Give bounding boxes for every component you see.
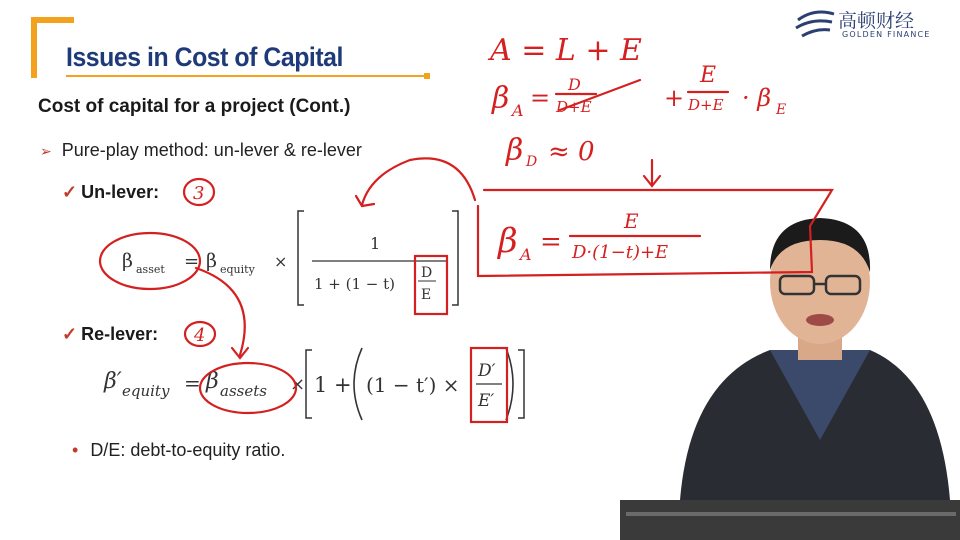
hw-line2-tail-sub: E [776,102,787,118]
hw-boxed-beta: β [498,221,518,261]
check-icon: ✓ [62,182,78,202]
arrow-curve-left [362,158,475,205]
eq1-lhs-sub: asset [136,263,165,276]
hw-line3-rhs: ≈ 0 [548,137,595,167]
note-text: D/E: debt-to-equity ratio. [90,440,286,460]
bullet-pure-play [40,140,362,161]
slide-subtitle: Cost of capital for a project (Cont.) [38,96,351,117]
hw-boxed-sub: A [520,245,532,264]
logo-text-cn: 高顿财经 [838,10,915,32]
hw-boxed-eq: = [540,227,562,257]
hw-line3-sub: D [526,154,538,170]
eq1-rhs-sub: equity [220,263,255,276]
logo-mark-icon [794,8,838,40]
eq1-ratio-den: E [421,287,432,303]
eq2-ratio-den: E′ [478,391,495,411]
unlever-label: Un-lever: [81,182,160,202]
title-underline-dot [424,73,430,79]
relever-label: Re-lever: [81,324,159,344]
presenter-mouth [806,314,834,326]
hw-line2-beta: β [492,81,510,116]
eq2-left-bracket [306,350,312,418]
eq2-right-bracket [518,350,524,418]
podium-edge [626,512,956,516]
eq2-equals: = [184,371,201,395]
eq1-right-bracket [452,211,458,305]
eq1-rhs-beta: β [206,250,217,272]
eq2-lhs-sub: equity [122,382,170,400]
eq2-times: × [290,374,306,395]
eq1-denominator: 1 + (1 − t) [314,275,396,293]
podium [620,500,960,540]
unlever-heading [62,182,159,203]
arrow-bullet-icon: ➢ [40,143,52,159]
hw-eq: = [530,84,551,112]
unlever-equation [108,205,468,315]
eq2-ratio-num: D′ [478,361,496,381]
hw-frac1-den: D+E [556,98,592,116]
eq1-numerator: 1 [370,234,381,253]
eq1-left-bracket [298,211,304,305]
eq2-inner2: (1 − t′) × [366,373,460,397]
hw-line1: A = L + E [490,33,642,68]
hw-boxed-den: D·(1−t)+E [572,242,669,263]
bullet-text: Pure-play method: un-lever & re-lever [61,140,362,160]
eq2-left-paren [354,348,362,420]
presenter-video [620,200,960,540]
title-underline [66,75,428,77]
slide-title: Issues in Cost of Capital [66,42,343,72]
hw-crossout [560,80,640,110]
circle-3 [184,179,214,205]
hw-circle-3-text: 3 [193,183,205,204]
eq2-inner: 1 + [314,373,352,397]
hw-boxed-num: E [624,209,639,233]
eq1-equals: = [184,251,200,272]
eq2-lhs-beta: β′ [104,369,122,394]
eq1-lhs-beta: β [122,250,133,272]
hw-frac2-num: E [700,63,717,88]
note-de-ratio [72,440,285,461]
relever-equation [100,342,530,422]
hw-line3-beta: β [506,133,524,168]
eq1-ratio-num: D [421,265,433,281]
hw-line2-tail: · β [742,84,772,112]
eq2-rhs-sub: assets [220,382,267,400]
hw-frac2-den: D+E [688,96,724,114]
hw-line2-sub: A [512,101,524,120]
dot-bullet-icon: • [72,440,79,460]
arrow-head-3 [644,176,660,186]
check-icon: ✓ [62,324,78,344]
hw-plus: + [664,84,685,112]
brand-logo [794,6,948,42]
eq1-times: × [274,252,288,271]
hw-frac1-num: D [568,75,581,94]
eq2-right-paren [506,348,513,420]
logo-text-en: GOLDEN FINANCE [842,30,931,39]
eq2-rhs-beta: β [206,369,219,394]
hw-circle-4-text: 4 [194,325,206,346]
